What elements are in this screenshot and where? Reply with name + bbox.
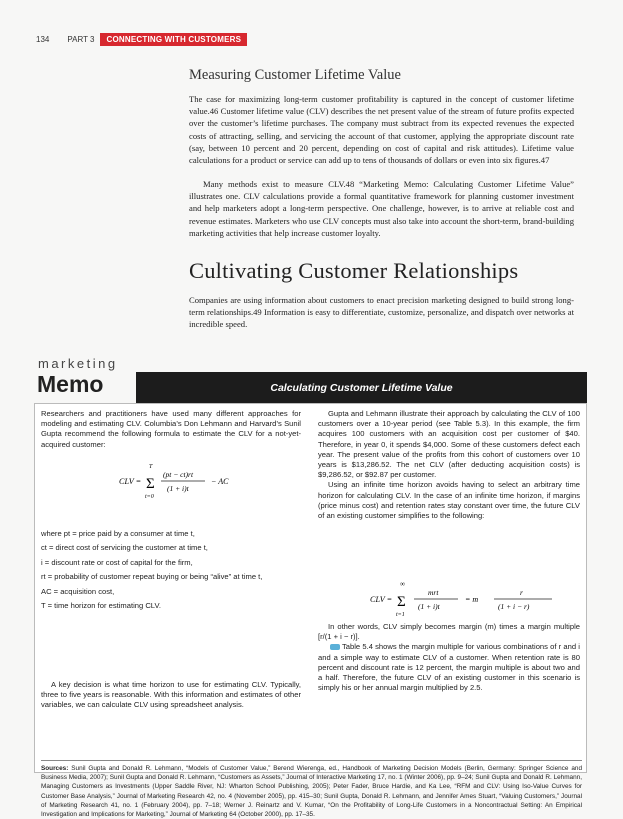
definition-item: i = discount rate or cost of capital for the firm, [41, 557, 193, 567]
memo-label-memo: Memo [37, 371, 104, 397]
sigma-icon: Σ [146, 476, 155, 492]
definition-item: rt = probability of customer repeat buying or being “alive” at time t, [41, 572, 263, 582]
page-number: 134 [36, 34, 50, 44]
memo-right-para1: Gupta and Lehmann illustrate their approach by calculating the CLV of 100 customers over a 10-year period (see Table 5.3). In this example, the firm acquires 100 customers with an acquisition cost per customer of $40. Therefore, in year 0, it spends $4,000. Some of these customers defect each year. The present value of the profits from this cohort of customers over 10 years is $13,286.52. The net CLV (after deducting acquisition costs) is $9,286.52, or $92.87 per customer. [318, 409, 580, 480]
formula2-frac1-den: (1 + i)t [418, 602, 440, 611]
formula-denominator: (1 + i)t [167, 484, 189, 493]
paragraph-clv-intro: The case for maximizing long-term customer profitability is captured in the concept of customer lifetime value.46 Customer lifetime value (CLV) describes the net present value of the stream of future profits expected over the customer’s lifetime purchases. The company must subtract from its expected revenues the expected costs of attracting, selling, and servicing the account of that customer, applying the appropriate discount rate (say, between 10 percent and 20 percent, depending on cost of capital and risk attitudes). Lifetime value calculations for a product or service can add up to tens of thousands of dollars or even into six figures.47 [189, 94, 574, 166]
running-header [36, 32, 247, 46]
formula2-sum-top: ∞ [400, 580, 405, 588]
memo-left-column [41, 409, 301, 450]
formula2-frac2-num: r [520, 588, 523, 597]
memo-right-lower [318, 622, 580, 693]
section-heading-relationships: Cultivating Customer Relationships [189, 258, 519, 283]
formula2-lhs: CLV = [370, 595, 393, 604]
memo-right-column [318, 409, 580, 521]
sigma-icon: Σ [397, 594, 406, 610]
table-reference-icon [330, 644, 340, 650]
part-label: PART 3 [67, 34, 95, 44]
memo-right-para4-wrap [318, 642, 580, 693]
formula-lhs: CLV = [119, 477, 142, 486]
definition-item: where pt = price paid by a consumer at time t, [41, 529, 195, 538]
formula2-sum-bottom: t=1 [396, 612, 405, 618]
memo-title: Calculating Customer Lifetime Value [270, 381, 453, 394]
memo-right-para4: Table 5.4 shows the margin multiple for various combinations of r and i and a simple way to estimate CLV of a customer. When retention rate is 80 percent and discount rate is 12 percent, the margin multiple is about two and a half. Therefore, the future CLV of an existing customer in this scenario is simply his or her annual margin multiplied by 2.5. [318, 642, 580, 693]
formula-tail: − AC [211, 477, 229, 486]
formula2-frac1-num: mrt [428, 588, 439, 597]
definition-item: ct = direct cost of servicing the customer at time t, [41, 543, 208, 553]
clv-formula-finite [119, 460, 269, 508]
memo-left-closing [41, 680, 301, 711]
clv-formula-infinite [370, 578, 570, 622]
memo-title-bar [136, 372, 587, 403]
definition-item: AC = acquisition cost, [41, 586, 115, 596]
memo-label-marketing: marketing [38, 356, 118, 371]
memo-intro: Researchers and practitioners have used many different approaches for modeling and estimating CLV. Columbia’s Don Lehmann and Harvard’s Sunil Gupta recommend the following formula to estimate the CLV for a not-yet-acquired customer: [41, 409, 301, 449]
memo-right-para2: Using an infinite time horizon avoids having to select an arbitrary time horizon for calculating CLV. In the case of an infinite time horizon, if margins (price minus cost) and retention rates stay constant over time, the future CLV of an existing customer simplifies to the following: [318, 480, 580, 521]
sources-label: Sources: [41, 765, 69, 772]
marketing-memo-box [34, 354, 587, 819]
formula-numerator: (pt − ct)rt [163, 470, 194, 479]
formula-sum-bottom: t=0 [145, 494, 154, 500]
paragraph-relationships: Companies are using information about customers to enact precision marketing designed to build strong long-term relationships.49 Information is easy to differentiate, customize, personalize, and dispatch over networks at incredible speed. [189, 295, 574, 330]
memo-closing-paragraph: A key decision is what time horizon to use for estimating CLV. Typically, three to five years is reasonable. With this information and estimates of other variables, we can calculate CLV using spreadsheet analysis. [41, 680, 301, 710]
formula2-eq: = m [465, 595, 479, 604]
memo-sources [41, 760, 582, 819]
memo-definitions [41, 529, 301, 615]
definition-item: T = time horizon for estimating CLV. [41, 600, 161, 610]
memo-right-para3: In other words, CLV simply becomes margin (m) times a margin multiple [r/(1 + i − r)]. [318, 622, 580, 642]
paragraph-clv-methods: Many methods exist to measure CLV.48 “Marketing Memo: Calculating Customer Lifetime Value” illustrates one. CLV calculations provide a formal quantitative framework for planning customer investment and help marketers adopt a long-term perspective. One challenge, however, is to arrive at reliable cost and revenue estimates. Marketers who use CLV concepts must also take into account the short-term, brand-building marketing activities that help increase customer loyalty. [189, 179, 574, 238]
section-heading-clv: Measuring Customer Lifetime Value [189, 67, 401, 83]
formula-sum-top: T [149, 464, 153, 470]
part-title: CONNECTING WITH CUSTOMERS [100, 33, 247, 46]
sources-text: Sunil Gupta and Donald R. Lehmann, “Models of Customer Value,” Berend Wierenga, ed., Handbook of Marketing Decision Models (Berlin, Germany: Springer Science and Business Media, 2007); Sunil Gupta and Donald R. Lehmann, “Customers as Assets,” Journal of Interactive Marketing 17, no. 1 (Winter 2006), pp. 9–24; Sunil Gupta and Donald R. Lehmann, Managing Customers as Investments (Upper Saddle River, NJ: Wharton School Publishing, 2005); Peter Fader, Bruce Hardie, and Ka Lee, “RFM and CLV: Using Iso-Value Curves for Customer Base Analysis,” Journal of Marketing Research 42, no. 4 (November 2005), pp. 415–30; Sunil Gupta, Donald R. Lehmann, and Jennifer Ames Stuart, “Valuing Customers,” Journal of Marketing Research 41, no. 1 (February 2004), pp. 7–18; Werner J. Reinartz and V. Kumar, “On the Profitability of Long-Life Customers in a Noncontractual Setting: An Empirical Investigation and Implications for Marketing,” Journal of Marketing 64 (October 2000), pp. 17–35. [41, 765, 582, 819]
formula2-frac2-den: (1 + i − r) [498, 602, 530, 611]
memo-body [34, 403, 587, 819]
